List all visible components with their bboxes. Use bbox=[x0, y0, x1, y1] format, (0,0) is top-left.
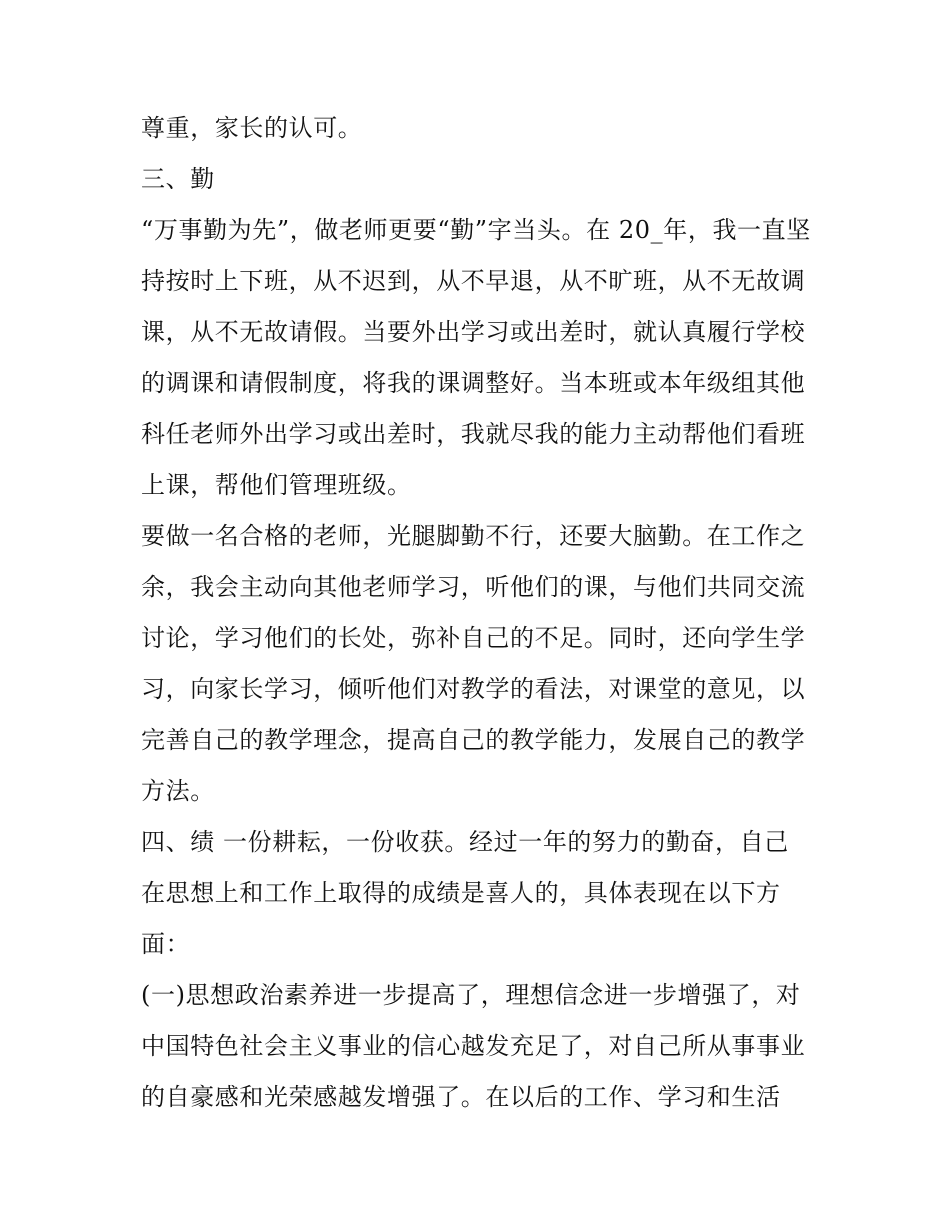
text-line: 余，我会主动向其他老师学习，听他们的课，与他们共同交流 bbox=[141, 573, 806, 601]
text-line: 尊重，家长的认可。 bbox=[141, 114, 363, 142]
text-line: 课，从不无故请假。当要外出学习或出差时，就认真履行学校 bbox=[141, 318, 806, 346]
text-line: 在思想上和工作上取得的成绩是喜人的，具体表现在以下方 bbox=[141, 879, 781, 907]
text-line: 的调课和请假制度，将我的课调整好。当本班或本年级组其他 bbox=[141, 369, 806, 397]
text-line: 科任老师外出学习或出差时，我就尽我的能力主动帮他们看班 bbox=[141, 420, 806, 448]
text-line: 完善自己的教学理念，提高自己的教学能力，发展自己的教学 bbox=[141, 726, 806, 754]
document-body bbox=[141, 103, 821, 1123]
text-line: 方法。 bbox=[141, 777, 215, 805]
text-line: 面： bbox=[141, 930, 191, 958]
text-line: 的自豪感和光荣感越发增强了。在以后的工作、学习和生活 bbox=[141, 1083, 781, 1111]
text-line: 讨论，学习他们的长处，弥补自己的不足。同时，还向学生学 bbox=[141, 624, 806, 652]
text-line: 持按时上下班，从不迟到，从不早退，从不旷班，从不无故调 bbox=[141, 267, 806, 295]
text-line: 中国特色社会主义事业的信心越发充足了，对自己所从事事业 bbox=[141, 1032, 806, 1060]
text-line: (一)思想政治素养进一步提高了，理想信念进一步增强了，对 bbox=[141, 981, 801, 1009]
text-line: “万事勤为先”，做老师更要“勤”字当头。在 20_年，我一直坚 bbox=[141, 216, 811, 244]
text-line: 习，向家长学习，倾听他们对教学的看法，对课堂的意见，以 bbox=[141, 675, 806, 703]
section-heading: 三、勤 bbox=[141, 165, 215, 193]
text-line: 要做一名合格的老师，光腿脚勤不行，还要大脑勤。在工作之 bbox=[141, 522, 806, 550]
text-line: 上课，帮他们管理班级。 bbox=[141, 471, 412, 499]
section-heading: 四、绩 一份耕耘，一份收获。经过一年的努力的勤奋，自己 bbox=[141, 828, 789, 856]
